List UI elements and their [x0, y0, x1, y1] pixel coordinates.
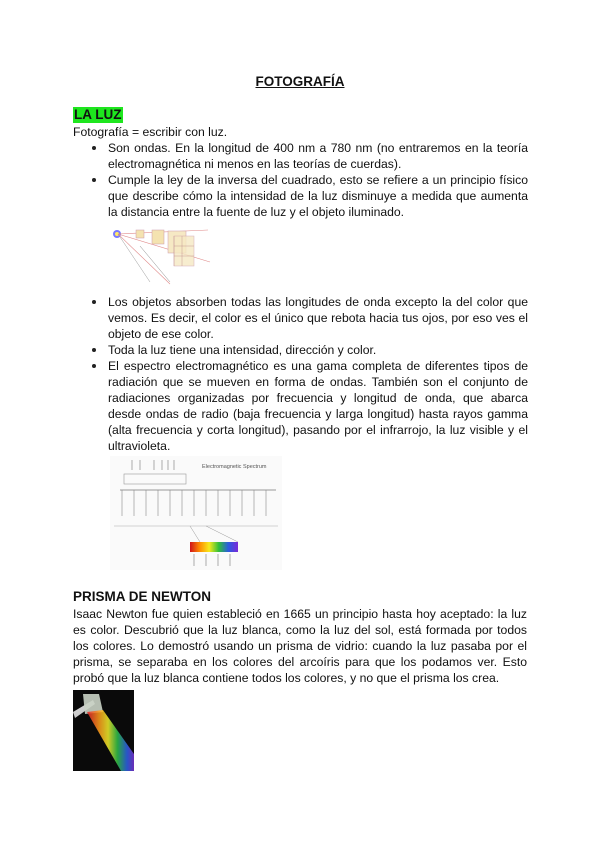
page-title: FOTOGRAFÍA [255, 74, 345, 89]
intro-line: Fotografía = escribir con luz. [73, 125, 228, 139]
bullet-item: Son ondas. En la longitud de 400 nm a 780 nm (no entraremos en la teoría electromagnética ni menos en las teorías de cuerdas). [92, 140, 528, 172]
section-heading-prisma: PRISMA DE NEWTON [73, 589, 212, 604]
bullet-list-b [92, 294, 528, 454]
prisma-paragraph: Isaac Newton fue quien estableció en 1665 un principio hasta hoy aceptado: la luz es color. Descubrió que la luz blanca, como la luz del sol, está formada por todos los colores. Lo demostró usando un prisma de vidrio: cuando la luz pasaba por el prisma, se separaba en los colores del arcoíris para que los podamos ver. Esto probó que la luz blanca contiene todos los colores, y no que el prisma los crea. [73, 607, 527, 685]
bullet-item: El espectro electromagnético es una gama completa de diferentes tipos de radiación que se mueven en forma de ondas. También son el conjunto de radiaciones organizadas por frecuencia y longitud de onda, que abarca desde ondas de radio (baja frecuencia y larga longitud) hasta rayos gamma (alta frecuencia y corta longitud), pasando por el infrarrojo, la luz visible y el ultravioleta. [92, 358, 528, 454]
bullet-item: Cumple la ley de la inversa del cuadrado, esto se refiere a un principio físico que describe cómo la intensidad de la luz disminuye a medida que aumenta la distancia entre la fuente de luz y el objeto iluminado. [92, 172, 528, 220]
spectrum-label: Electromagnetic Spectrum [202, 464, 267, 470]
bullet-list-a [92, 140, 528, 220]
prism-photo [73, 690, 134, 771]
bullet-item: Los objetos absorben todas las longitudes de onda excepto la del color que vemos. Es decir, el color es el único que rebota hacia tus ojos, por eso ves el objeto de ese color. [92, 294, 528, 342]
inverse-square-law-figure [110, 222, 215, 290]
bullet-item: Toda la luz tiene una intensidad, dirección y color. [92, 342, 528, 358]
electromagnetic-spectrum-figure [110, 456, 282, 570]
section-heading-luz: LA LUZ [74, 107, 122, 122]
visible-spectrum-bar [190, 542, 238, 552]
